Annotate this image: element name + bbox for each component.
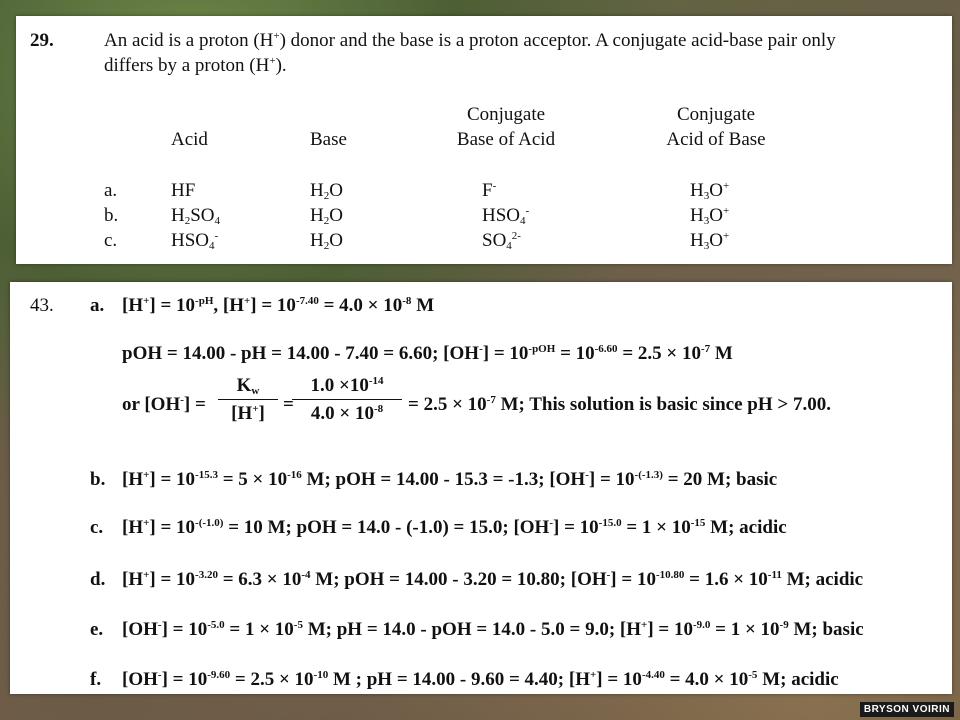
frac1-numerator: $K_w$ — [236, 375, 260, 397]
header-conj-base-2: Base of Acid — [456, 129, 556, 150]
row-b-conj-base: $HSO_4^-$ — [482, 205, 530, 227]
part-e-line: $[OH^-] = 10^{-5.0} = 1 \times 10^{-5}$ M; pH = 14.0 - pOH = 14.0 - 5.0 = 9.0; $[H^+] = 10^{-9.0} = 1 \times 10^{-9}$ M; basic — [122, 619, 864, 640]
fraction-kw-over-h — [218, 376, 278, 423]
frac2-bar — [292, 399, 402, 400]
part-a-line3-prefix: or [OH-] = — [122, 394, 206, 415]
part-a-line2: pOH = 14.00 - pH = 14.00 - 7.40 = 6.60; $[OH^-] = 10^{-pOH} = 10^{-6.60} = 2.5 \times 10^{-7}$ M — [122, 343, 733, 364]
header-conj-acid-2: Acid of Base — [666, 129, 766, 150]
part-e-label: e. — [90, 619, 104, 640]
part-d-line: $[H^+] = 10^{-3.20} = 6.3 \times 10^{-4}$ M; pOH = 14.00 - 3.20 = 10.80; $[OH^-] = 10^{-10.80} = 1.6 \times 10^{-11}$ M; acidic — [122, 569, 864, 590]
frac1-denominator: [H+] — [231, 403, 265, 424]
row-b-base: $H_2O$ — [310, 205, 343, 227]
part-f-label: f. — [90, 669, 102, 690]
row-c-acid: $HSO_4^-$ — [171, 230, 219, 252]
part-b-line: $[H^+] = 10^{-15.3} = 5 \times 10^{-16}$ M; pOH = 14.00 - 15.3 = -1.3; $[OH^-] = 10^{-(-1.3)} = 20$ M; basic — [122, 469, 778, 490]
row-a-base: $H_2O$ — [310, 180, 343, 202]
row-b-acid: $H_2SO_4$ — [171, 205, 221, 227]
row-c-base: $H_2O$ — [310, 230, 343, 252]
question-43-panel — [10, 282, 952, 694]
part-c-label: c. — [90, 517, 104, 538]
row-a-conj-acid: $H_3O^+$ — [690, 180, 730, 202]
row-c-conj-base: $SO_4^{2-}$ — [482, 230, 521, 252]
row-b-conj-acid: $H_3O^+$ — [690, 205, 730, 227]
frac2-denominator: $4.0 \times 10^{-8}$ — [310, 403, 384, 424]
row-a-conj-base: F- — [482, 180, 497, 201]
frac1-bar — [218, 399, 278, 400]
row-c-conj-acid: $H_3O^+$ — [690, 230, 730, 252]
question-29-panel — [16, 16, 952, 264]
header-conj-base-1: Conjugate — [466, 104, 546, 125]
part-d-label: d. — [90, 569, 106, 590]
row-a-acid: HF — [171, 180, 196, 201]
part-a-line3-suffix: = $2.5 \times 10^{-7}$ M; This solution is basic since pH > 7.00. — [408, 394, 831, 415]
q29-intro-line1: An acid is a proton (H+) donor and the base is a proton acceptor. A conjugate acid-base pair only — [104, 30, 836, 51]
frac2-numerator: $1.0 \times 10^{-14}$ — [310, 375, 384, 396]
q29-intro-line2: differs by a proton (H+). — [104, 55, 287, 76]
photo-credit: BRYSON VOIRIN — [860, 702, 954, 717]
row-b-label: b. — [104, 205, 119, 226]
header-acid: Acid — [171, 129, 208, 150]
part-a-line1: $[H^+] = 10^{-pH}$, $[H^+] = 10^{-7.40} = 4.0 \times 10^{-8}$ M — [122, 295, 435, 316]
part-b-label: b. — [90, 469, 106, 490]
part-c-line: $[H^+] = 10^{-(-1.0)} = 10$ M; pOH = 14.0 - (-1.0) = 15.0; $[OH^-] = 10^{-15.0} = 1 \times 10^{-15}$ M; acidic — [122, 517, 787, 538]
q29-number: 29. — [30, 30, 54, 51]
q43-number: 43. — [30, 295, 54, 316]
part-f-line: $[OH^-] = 10^{-9.60} = 2.5 \times 10^{-10}$ M ; pH = 14.00 - 9.60 = 4.40; $[H^+] = 10^{-4.40} = 4.0 \times 10^{-5}$ M; acidic — [122, 669, 839, 690]
part-a-label: a. — [90, 295, 105, 316]
header-base: Base — [310, 129, 347, 150]
row-c-label: c. — [104, 230, 118, 251]
header-conj-acid-1: Conjugate — [676, 104, 756, 125]
fraction-numeric — [292, 376, 402, 423]
equals-sign: = — [283, 394, 294, 415]
row-a-label: a. — [104, 180, 118, 201]
